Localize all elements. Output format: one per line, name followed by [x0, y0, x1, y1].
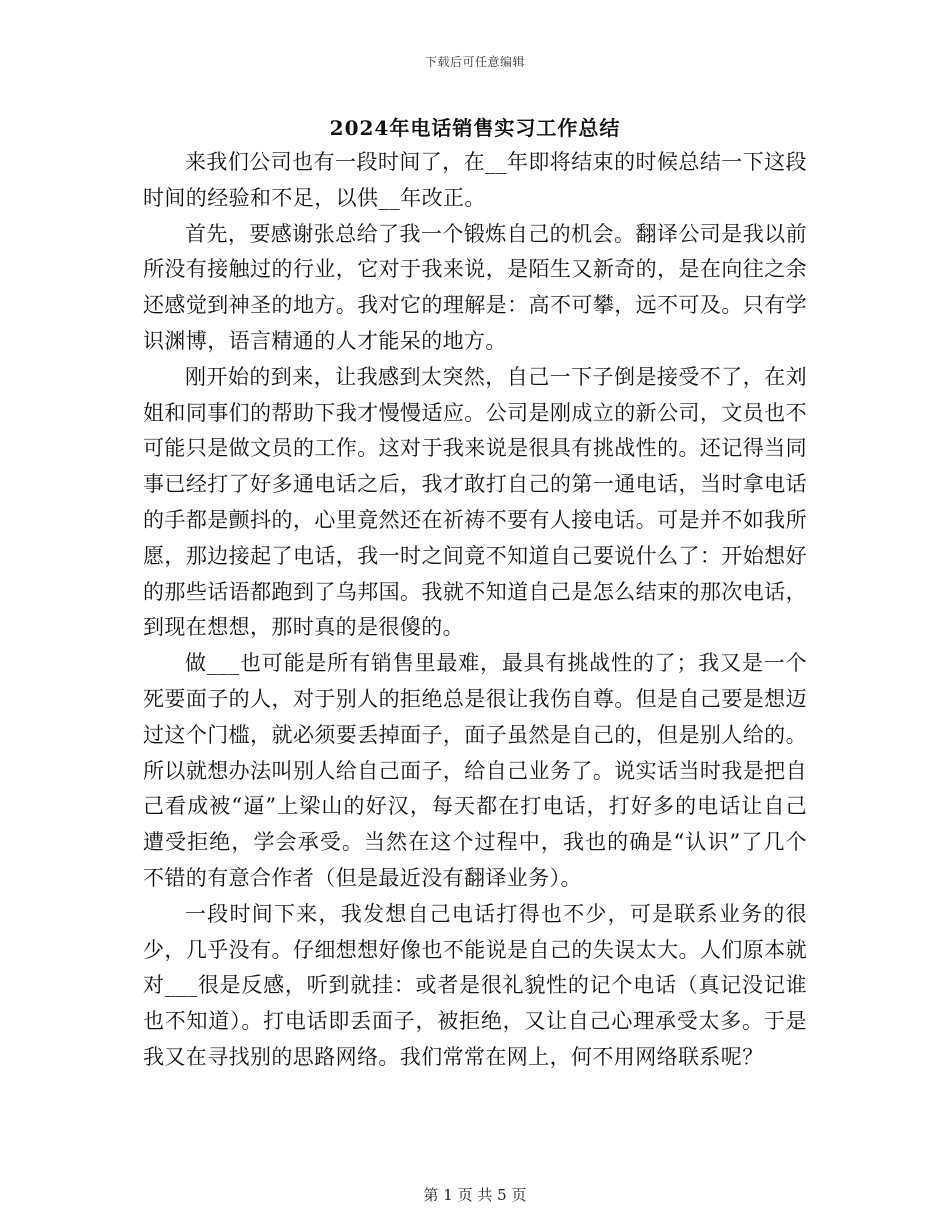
paragraph: 来我们公司也有一段时间了，在__年即将结束的时候总结一下这段时间的经验和不足，以供__年改正。	[143, 150, 807, 210]
paragraph: 做___也可能是所有销售里最难，最具有挑战性的了；我又是一个死要面子的人，对于别人的拒绝总是很让我伤自尊。但是自己要是想迈过这个门槛，就必须要丢掉面子，面子虽然是自己的，但是别人给的。所以就想办法叫别人给自己面子，给自己业务了。说实话当时我是把自己看成被“逼”上梁山的好汉，每天都在打电话，打好多的电话让自己遭受拒绝，学会承受。当然在这个过程中，我也的确是“认识”了几个不错的有意合作者（但是最近没有翻译业务）。	[143, 651, 807, 890]
paragraph: 一段时间下来，我发想自己电话打得也不少，可是联系业务的很少，几乎没有。仔细想想好像也不能说是自己的失误太大。人们原本就对___很是反感，听到就挂：或者是很礼貌性的记个电话（真记没记谁也不知道）。打电话即丢面子，被拒绝，又让自己心理承受太多。于是我又在寻找别的思路网络。我们常常在网上，何不用网络联系呢？	[143, 901, 807, 1069]
header-note: 下载后可任意编辑	[424, 55, 525, 69]
page-number: 第 1 页 共 5 页	[423, 1186, 527, 1204]
paragraph: 首先，要感谢张总给了我一个锻炼自己的机会。翻译公司是我以前所没有接触过的行业，它对于我来说，是陌生又新奇的，是在向往之余还感觉到神圣的地方。我对它的理解是：高不可攀，远不可及。只有学识渊博，语言精通的人才能呆的地方。	[143, 221, 807, 353]
document-body	[143, 145, 807, 1076]
paragraph: 刚开始的到来，让我感到太突然，自己一下子倒是接受不了，在刘姐和同事们的帮助下我才慢慢适应。公司是刚成立的新公司，文员也不可能只是做文员的工作。这对于我来说是很具有挑战性的。还记得当同事已经打了好多通电话之后，我才敢打自己的第一通电话，当时拿电话的手都是颤抖的，心里竟然还在祈祷不要有人接电话。可是并不如我所愿，那边接起了电话，我一时之间竟不知道自己要说什么了：开始想好的那些话语都跑到了乌邦国。我就不知道自己是怎么结束的那次电话，到现在想想，那时真的是很傻的。	[143, 364, 807, 640]
document-title: 2024年电话销售实习工作总结	[329, 116, 621, 140]
